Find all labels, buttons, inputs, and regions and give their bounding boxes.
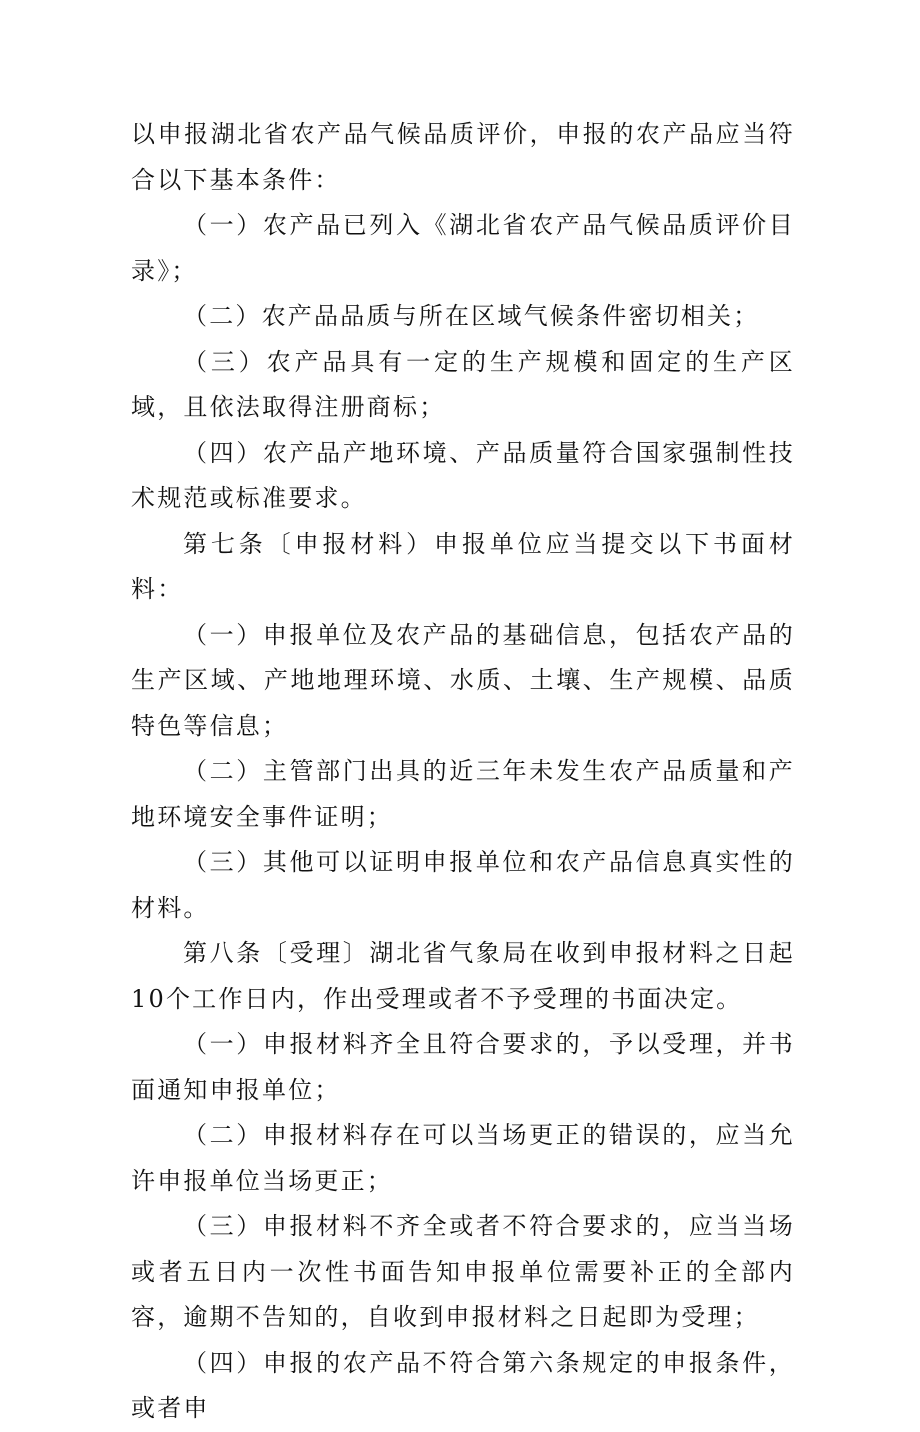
article-8-item-4: （四）申报的农产品不符合第六条规定的申报条件，或者申 bbox=[131, 1348, 795, 1422]
article-8-item-3: （三）申报材料不齐全或者不符合要求的，应当当场或者五日内一次性书面告知申报单位需要补正的全部内容，逾期不告知的，自收到申报材料之日起即为受理； bbox=[131, 1212, 795, 1331]
article-8-item-1: （一）申报材料齐全且符合要求的，予以受理，并书面通知申报单位； bbox=[131, 1030, 795, 1104]
article-7-heading: 第七条〔申报材料）申报单位应当提交以下书面材料： bbox=[131, 529, 795, 603]
paragraph-condition-2: （二）农产品品质与所在区域气候条件密切相关； bbox=[183, 302, 760, 330]
article-7-item-1: （一）申报单位及农产品的基础信息，包括农产品的生产区域、产地地理环境、水质、土壤、生产规模、品质特色等信息； bbox=[131, 620, 795, 740]
document-body bbox=[131, 112, 795, 1432]
article-7-item-2: （二）主管部门出具的近三年未发生农产品质量和产地环境安全事件证明； bbox=[131, 757, 795, 831]
paragraph-continuation: 以申报湖北省农产品气候品质评价，申报的农产品应当符合以下基本条件： bbox=[131, 120, 795, 194]
paragraph-condition-3: （三）农产品具有一定的生产规模和固定的生产区域，且依法取得注册商标； bbox=[131, 347, 795, 421]
article-8-heading: 第八条〔受理〕湖北省气象局在收到申报材料之日起10个工作日内，作出受理或者不予受理的书面决定。 bbox=[131, 939, 795, 1013]
article-8-item-2: （二）申报材料存在可以当场更正的错误的，应当允许申报单位当场更正； bbox=[131, 1121, 795, 1195]
article-7-item-3: （三）其他可以证明申报单位和农产品信息真实性的材料。 bbox=[131, 848, 795, 922]
paragraph-condition-4: （四）农产品产地环境、产品质量符合国家强制性技术规范或标准要求。 bbox=[131, 438, 795, 512]
paragraph-condition-1: （一）农产品已列入《湖北省农产品气候品质评价目录》； bbox=[131, 211, 795, 285]
